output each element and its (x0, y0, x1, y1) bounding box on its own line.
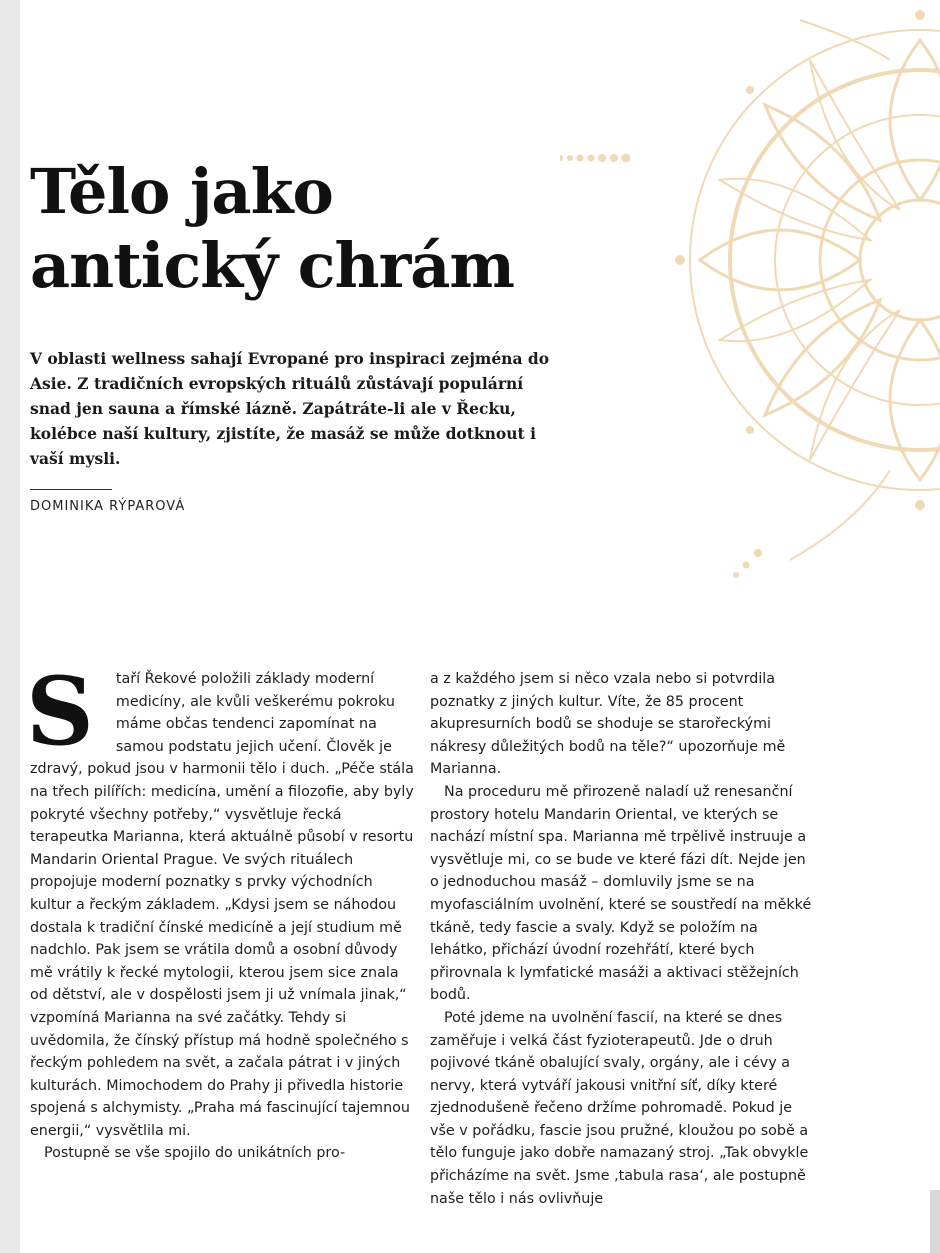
author-divider (30, 489, 112, 490)
drop-cap: S (26, 657, 94, 767)
body-paragraph: a z každého jsem si něco vzala nebo si potvrdila poznatky z jiných kultur. Víte, že 85 procent akupresurních bodů se shoduje se starořeckými nákresy důležitých bodů na těle?“ upozorňuje mě Marianna. (430, 671, 786, 778)
body-paragraph: Na proceduru mě přirozeně naladí už renesanční prostory hotelu Mandarin Oriental, ve kterých se nachází místní spa. Marianna mě trpělivě instruuje a vysvětluje mi, co se bude ve které fázi dít. Nejde jen o jednoduchou masáž – domluvily jsme se na myofasciálním uvolnění, které se soustředí na měkké tkáně, tedy fascie a svaly. Když se položím na lehátko, přichází úvodní rozehřátí, které bych přirovnala k lymfatické masáži a aktivaci stěžejních bodů. (430, 783, 812, 1004)
article-title (30, 155, 550, 303)
page-edge-mark (930, 1190, 940, 1253)
body-paragraph (26, 657, 415, 1142)
body-column-right (430, 668, 815, 1210)
author-byline: DOMINIKA RÝPAROVÁ (30, 499, 186, 514)
body-column-left (26, 657, 415, 1165)
page-gutter (0, 0, 20, 1253)
paragraph-text: taří Řekové položili základy moderní medicíny, ale kvůli veškerému pokroku máme občas tendenci zapomínat na samou podstatu jejich učení. Člověk je zdravý, pokud jsou v harmonii tělo i duch. „Péče stála na třech pilířích: medicína, umění a filozofie, aby byly pokryté všechny potřeby,“ vysvětluje řecká terapeutka Marianna, která aktuálně působí v resortu Mandarin Oriental Prague. Ve svých rituálech propojuje moderní poznatky s prvky východních kultur a řeckým základem. „Kdysi jsem se náhodou dostala k tradiční čínské medicíně a její studium mě nadchlo. Pak jsem se vrátila domů a osobní důvody mě vrátily k řecké mytologii, kterou jsem sice znala od dětství, ale v dospělosti jsem ji už vnímala jinak,“ vzpomíná Marianna na své začátky. Tehdy si uvědomila, že čínský přístup má hodně společného s řeckým pohledem na svět, a začala pátrat i v jiných kulturách. Mimochodem do Prahy ji přivedla historie spojená s alchymisty. „Praha má fascinující tajemnou energii,“ vysvětlila mi. (30, 671, 414, 1139)
body-paragraph: Poté jdeme na uvolnění fascií, na které se dnes zaměřuje i velká část fyzioterapeutů. Jde o druh pojivové tkáně obalující svaly, orgány, ale i cévy a nervy, která vytváří jakousi vnitřní síť, díky které zjednodušeně řečeno držíme pohromadě. Pokud je vše v pořádku, fascie jsou pružné, kloužou po sobě a tělo funguje jako dobře namazaný stroj. „Tak obvykle přicházíme na svět. Jsme ‚tabula rasa‘, ale postupně naše tělo i nás ovlivňuje (430, 1009, 809, 1207)
article-lead: V oblasti wellness sahají Evropané pro inspiraci zejména do Asie. Z tradičních evropských rituálů zůstávají populární snad jen sauna a římské lázně. Zapátráte-li ale v Řecku, kolébce naší kultury, zjistíte, že masáž se může dotknout i vaší mysli. (30, 349, 550, 468)
mandala-ornament-icon (560, 0, 940, 590)
title-line-1: Tělo jako (30, 155, 333, 228)
body-paragraph: Postupně se vše spojilo do unikátních pro- (44, 1145, 346, 1162)
title-line-2: antický chrám (30, 229, 515, 302)
